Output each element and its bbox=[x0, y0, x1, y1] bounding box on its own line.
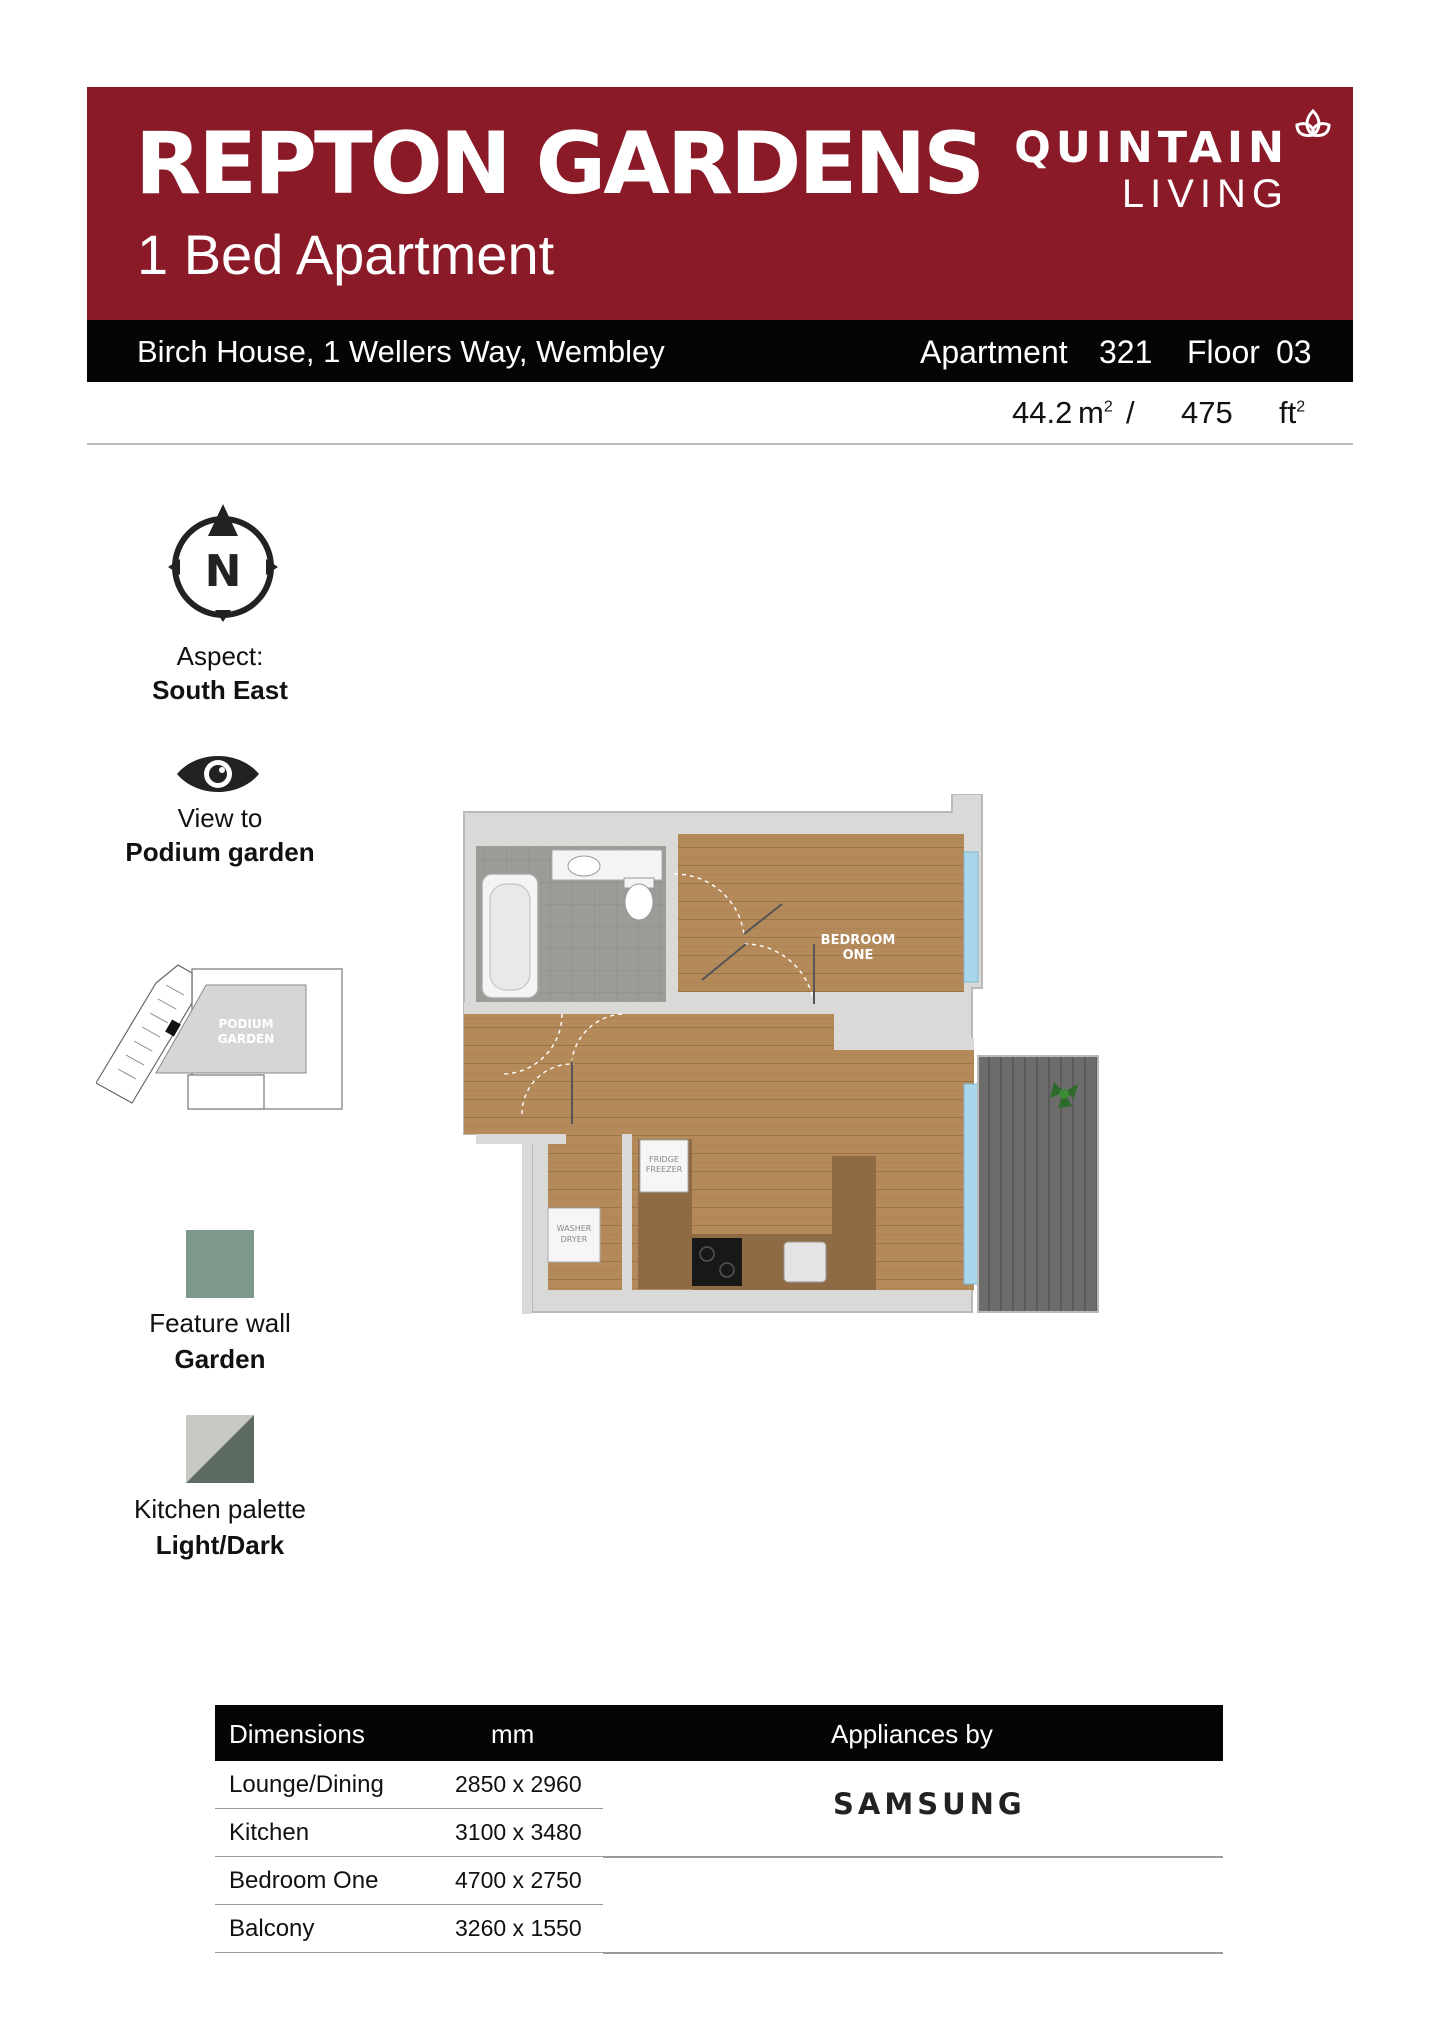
room-name: Bedroom One bbox=[229, 1867, 379, 1894]
apartment-label: Apartment bbox=[920, 334, 1068, 370]
area-separator: / bbox=[1126, 395, 1135, 430]
divider bbox=[87, 443, 1353, 445]
samsung-logo: SAMSUNG bbox=[833, 1787, 1026, 1821]
view-value: Podium garden bbox=[125, 836, 315, 867]
table-row bbox=[215, 1761, 603, 1809]
table-row bbox=[215, 1809, 603, 1857]
bedroom-label-1: BEDROOM bbox=[820, 933, 896, 948]
room-size: 3100 x 3480 bbox=[455, 1819, 582, 1845]
fridge-label-1: FRIDGE bbox=[649, 1155, 679, 1164]
area-sqft: 475 bbox=[1181, 395, 1233, 430]
room-size: 3260 x 1550 bbox=[455, 1915, 582, 1941]
fridge-label-2: FREEZER bbox=[645, 1165, 683, 1174]
aspect-info bbox=[100, 640, 340, 708]
table-row bbox=[215, 1905, 603, 1953]
brand-name: QUINTAIN bbox=[1014, 123, 1289, 173]
kitchen-palette-value: Light/Dark bbox=[155, 1529, 285, 1560]
table-header bbox=[215, 1705, 1223, 1761]
development-title: REPTON GARDENS bbox=[135, 114, 983, 214]
apartment-number: 321 bbox=[1099, 334, 1153, 370]
area-sqm-unit: $m^2$ bbox=[1078, 395, 1113, 430]
site-plan-label-2: GARDEN bbox=[217, 1032, 275, 1046]
brand-logo bbox=[1014, 123, 1289, 216]
washer-label-2: DRYER bbox=[560, 1235, 588, 1244]
table-row bbox=[215, 1857, 603, 1905]
eye-icon bbox=[175, 750, 261, 798]
feature-wall-label: Feature wall bbox=[149, 1308, 291, 1338]
room-size: 4700 x 2750 bbox=[455, 1867, 582, 1893]
area-sqft-unit: $ft^2$ bbox=[1279, 395, 1306, 430]
feature-wall-swatch bbox=[186, 1230, 254, 1298]
kitchen-palette-swatch bbox=[186, 1415, 254, 1483]
compass-north-icon bbox=[166, 502, 280, 624]
dimensions-table bbox=[215, 1705, 1223, 1942]
header-unit: mm bbox=[491, 1719, 535, 1749]
address-bar bbox=[87, 320, 1353, 382]
view-label: View to bbox=[177, 803, 263, 833]
washer-label-1: WASHER bbox=[556, 1224, 592, 1233]
trefoil-logo-icon bbox=[1291, 105, 1335, 149]
room-name: Kitchen bbox=[229, 1819, 310, 1846]
room-name: Lounge/Dining bbox=[229, 1771, 384, 1798]
floor-label: Floor bbox=[1187, 334, 1260, 370]
room-name: Balcony bbox=[229, 1915, 315, 1942]
site-plan-label-1: PODIUM bbox=[218, 1017, 274, 1031]
kitchen-palette-label: Kitchen palette bbox=[133, 1494, 306, 1524]
view-info bbox=[100, 802, 340, 870]
header-banner bbox=[87, 87, 1353, 320]
feature-wall-value: Garden bbox=[174, 1343, 266, 1374]
aspect-value: South East bbox=[152, 674, 288, 705]
bedroom-label-2: ONE bbox=[842, 948, 874, 963]
aspect-label: Aspect: bbox=[176, 641, 264, 671]
row-divider bbox=[603, 1856, 1223, 1858]
header-appliances: Appliances by bbox=[831, 1719, 993, 1749]
header-dimensions: Dimensions bbox=[229, 1719, 365, 1749]
feature-wall-info bbox=[100, 1306, 340, 1378]
kitchen-palette-info bbox=[100, 1492, 340, 1564]
row-divider bbox=[603, 1952, 1223, 1954]
apartment-type: 1 Bed Apartment bbox=[137, 223, 555, 286]
area-sqm: 44.2 bbox=[1012, 395, 1073, 430]
floor-number: 03 bbox=[1276, 334, 1312, 370]
brand-subname: LIVING bbox=[1121, 172, 1289, 216]
room-size: 2850 x 2960 bbox=[455, 1771, 582, 1797]
address-text: Birch House, 1 Wellers Way, Wembley bbox=[137, 334, 665, 369]
floor-plan bbox=[462, 794, 1262, 1320]
compass-letter: N bbox=[204, 546, 242, 597]
site-plan-map bbox=[96, 963, 350, 1113]
